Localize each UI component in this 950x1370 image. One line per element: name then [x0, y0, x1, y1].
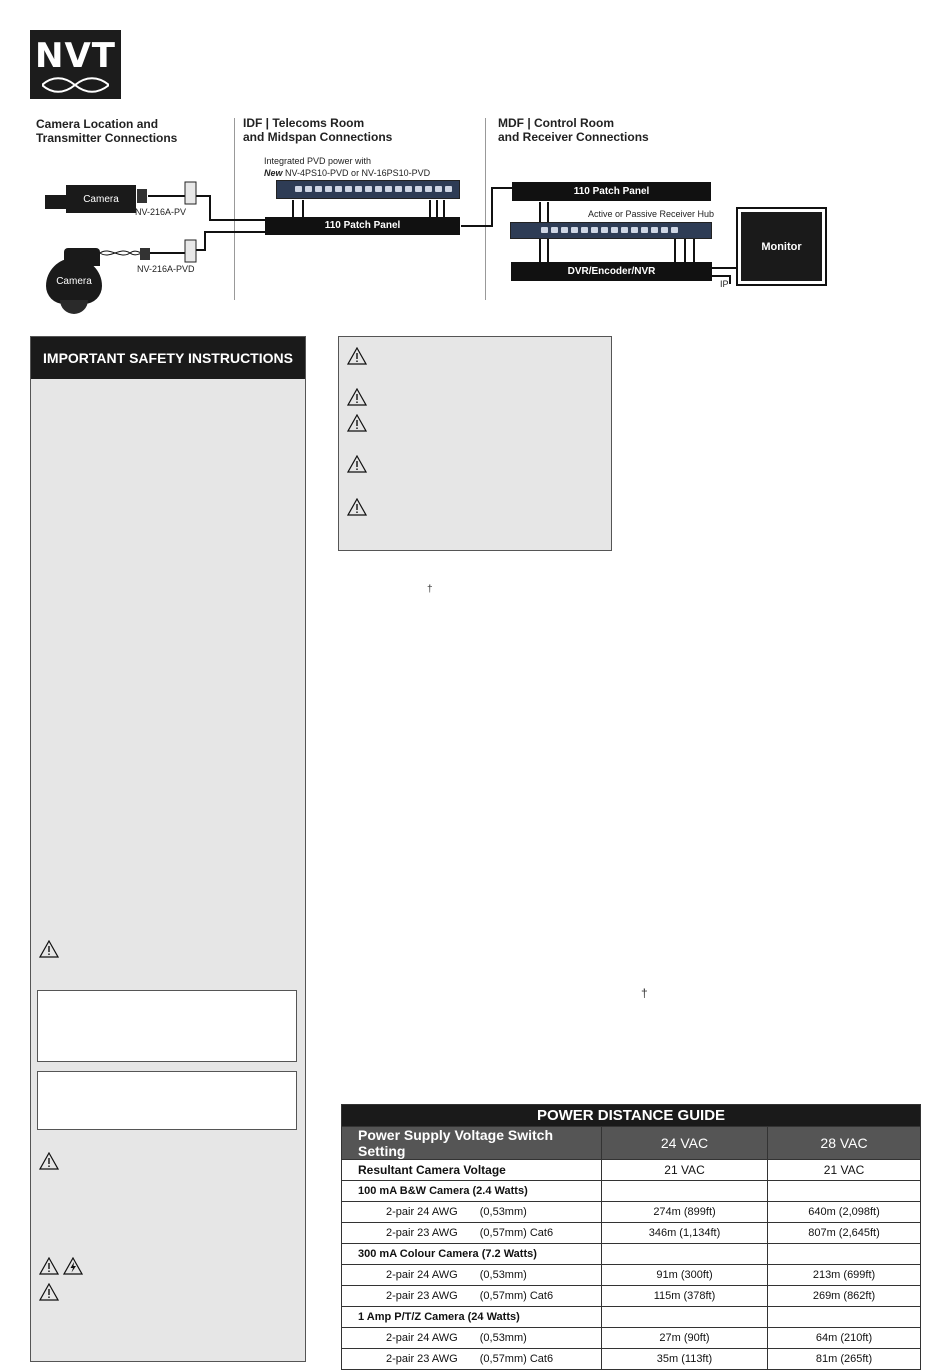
table-title: POWER DISTANCE GUIDE — [342, 1105, 921, 1127]
distance-28vac: 269m (862ft) — [768, 1286, 921, 1307]
power-models: NV-4PS10-PVD or NV-16PS10-PVD — [285, 168, 431, 178]
midspan-power-rack — [276, 180, 460, 199]
warning-triangle-icon — [39, 1152, 59, 1170]
distance-28vac: 807m (2,645ft) — [768, 1223, 921, 1244]
table-row — [342, 1286, 921, 1307]
cable-spec: (0,53mm) — [479, 1269, 527, 1281]
distance-28vac: 81m (265ft) — [768, 1349, 921, 1370]
warning-triangle-icon — [347, 498, 367, 516]
dvr-encoder-nvr: DVR/Encoder/NVR — [511, 262, 712, 281]
distance-24vac: 91m (300ft) — [602, 1265, 768, 1286]
cable-spec: (0,57mm) Cat6 — [479, 1227, 554, 1239]
cable-spec: (0,57mm) Cat6 — [479, 1290, 554, 1302]
distance-28vac: 640m (2,098ft) — [768, 1202, 921, 1223]
receiver-hub-label: Active or Passive Receiver Hub — [588, 209, 715, 219]
camera2-label: Camera — [56, 275, 92, 287]
heading-line: and Receiver Connections — [498, 130, 649, 144]
cable-pair: 2-pair 23 AWG — [386, 1353, 458, 1365]
receiver-hub-rack — [510, 222, 712, 239]
heading-line: and Midspan Connections — [243, 130, 393, 144]
ip-label: IP — [720, 279, 729, 289]
warning-triangle-icon — [39, 1283, 59, 1301]
distance-28vac: 64m (210ft) — [768, 1328, 921, 1349]
cable-pair: 2-pair 23 AWG — [386, 1227, 458, 1239]
notice-box — [37, 990, 297, 1062]
warning-triangle-icon — [347, 414, 367, 432]
camera1-label: Camera — [83, 193, 119, 205]
power-caption-line1: Integrated PVD power with — [264, 156, 372, 166]
notice-box — [37, 1071, 297, 1130]
cable-pair: 2-pair 24 AWG — [386, 1332, 458, 1344]
transmitter1-label: NV-216A-PV — [135, 207, 187, 217]
cable-spec: (0,53mm) — [479, 1206, 527, 1218]
cable-pair: 2-pair 24 AWG — [386, 1206, 458, 1218]
resultant-value: 21 VAC — [602, 1160, 768, 1181]
new-word: New — [264, 168, 283, 178]
table-row — [342, 1223, 921, 1244]
box-camera — [66, 185, 136, 213]
switch-value: 24 VAC — [602, 1127, 768, 1160]
idf-patch-panel: 110 Patch Panel — [265, 217, 460, 235]
heading-line: IDF | Telecoms Room — [243, 116, 365, 130]
warning-triangle-icon — [347, 347, 367, 365]
cable-pair: 2-pair 23 AWG — [386, 1290, 458, 1302]
heading-line: Camera Location and — [36, 117, 159, 131]
table-row — [342, 1328, 921, 1349]
distance-24vac: 346m (1,134ft) — [602, 1223, 768, 1244]
electric-shock-icon — [63, 1257, 83, 1275]
resultant-label: Resultant Camera Voltage — [342, 1160, 602, 1181]
table-row — [342, 1160, 921, 1181]
camera-lens-icon — [45, 195, 67, 209]
distance-24vac: 27m (90ft) — [602, 1328, 768, 1349]
table-group-row — [342, 1244, 921, 1265]
monitor — [736, 207, 827, 286]
safety-panel — [30, 336, 306, 1362]
transmitter2-label: NV-216A-PVD — [137, 264, 195, 274]
heading-line: MDF | Control Room — [498, 116, 615, 130]
cable-spec: (0,57mm) Cat6 — [479, 1353, 554, 1365]
table-row — [342, 1127, 921, 1160]
distance-28vac: 213m (699ft) — [768, 1265, 921, 1286]
monitor-label: Monitor — [741, 212, 822, 281]
table-row — [342, 1265, 921, 1286]
table-row — [342, 1349, 921, 1370]
distance-24vac: 274m (899ft) — [602, 1202, 768, 1223]
group-name: 300 mA Colour Camera (7.2 Watts) — [342, 1244, 602, 1265]
dagger-mark: † — [641, 986, 648, 1000]
power-distance-table — [341, 1104, 921, 1370]
mdf-patch-panel: 110 Patch Panel — [512, 182, 711, 201]
table-group-row — [342, 1181, 921, 1202]
group-name: 1 Amp P/T/Z Camera (24 Watts) — [342, 1307, 602, 1328]
warning-triangle-icon — [39, 940, 59, 958]
safety-title: IMPORTANT SAFETY INSTRUCTIONS — [31, 337, 305, 379]
table-group-row — [342, 1307, 921, 1328]
dagger-mark: † — [427, 584, 433, 595]
switch-label: Power Supply Voltage Switch Setting — [342, 1127, 602, 1160]
resultant-value: 21 VAC — [768, 1160, 921, 1181]
table-row — [342, 1202, 921, 1223]
warning-triangle-icon — [347, 455, 367, 473]
distance-24vac: 35m (113ft) — [602, 1349, 768, 1370]
cable-pair: 2-pair 24 AWG — [386, 1269, 458, 1281]
warning-triangle-icon — [347, 388, 367, 406]
logo-text: NVT — [35, 36, 116, 76]
cable-spec: (0,53mm) — [479, 1332, 527, 1344]
warning-triangle-icon — [39, 1257, 59, 1275]
heading-line: Transmitter Connections — [36, 131, 178, 145]
group-name: 100 mA B&W Camera (2.4 Watts) — [342, 1181, 602, 1202]
power-distance-guide — [341, 1104, 920, 1370]
distance-24vac: 115m (378ft) — [602, 1286, 768, 1307]
switch-value: 28 VAC — [768, 1127, 921, 1160]
warnings-box — [338, 336, 612, 551]
